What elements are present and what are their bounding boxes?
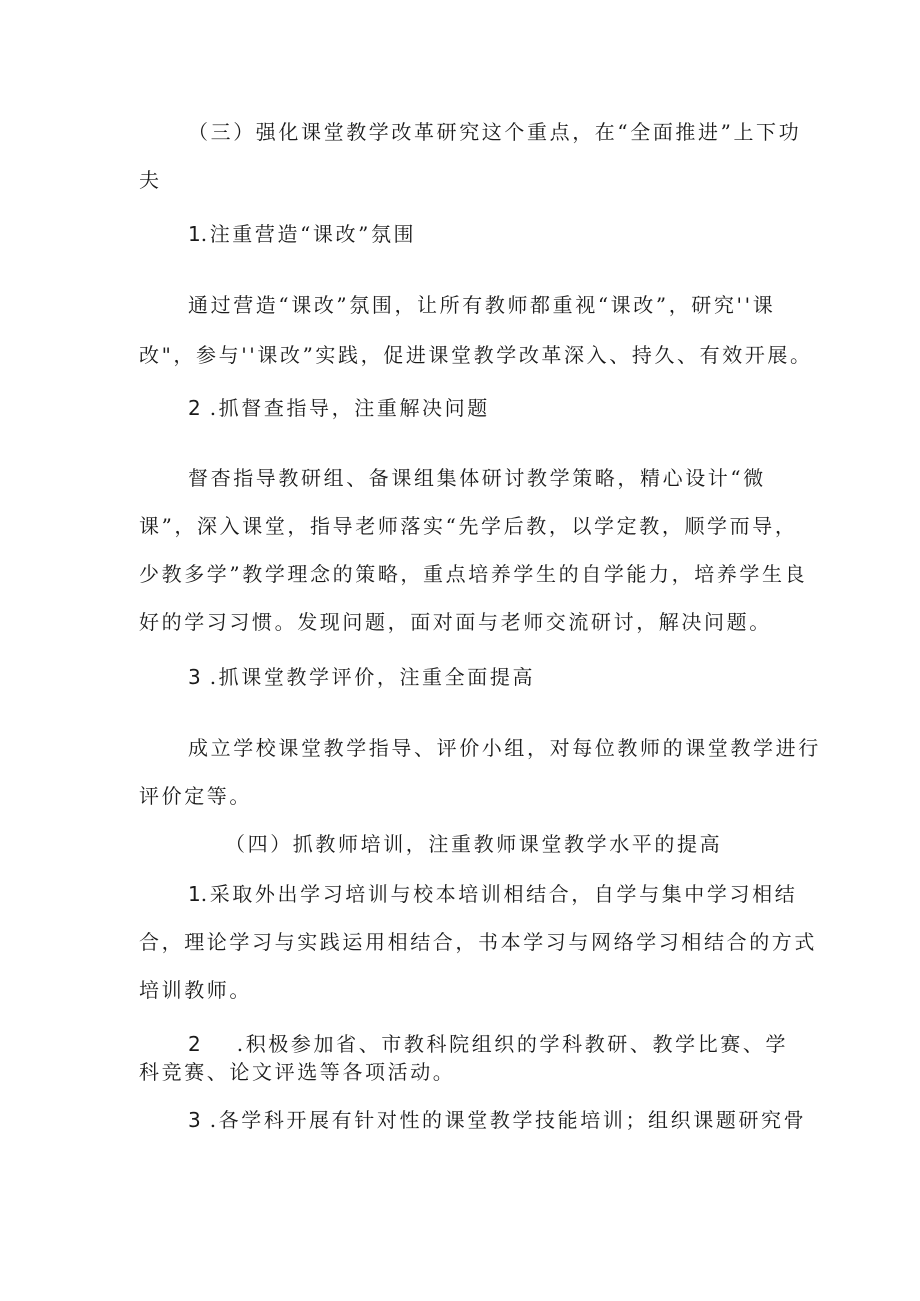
s4-item1-line <box>188 879 797 909</box>
item3-heading <box>188 662 535 692</box>
s4-item2-number: 2 <box>188 1032 201 1056</box>
section4-heading: （四）抓教师培训，注重教师课堂教学水平的提高 <box>225 832 723 856</box>
section3-heading-cont: 夫 <box>139 168 162 192</box>
s4-item2-line: 科竞赛、论文评选等各项活动。 <box>139 1060 456 1084</box>
s4-item1-line: 培训教师。 <box>139 978 252 1002</box>
section3-heading: （三）强化课堂教学改革研究这个重点，在“全面推进”上下功 <box>188 120 802 144</box>
item3-number: 3 <box>188 665 201 689</box>
s4-item3-line <box>188 1105 806 1135</box>
item1-heading <box>188 219 416 249</box>
s4-item2-text: .积极参加省、市教科院组织的学科教研、教学比赛、学 <box>236 1032 789 1056</box>
item3-title: .抓课堂教学评价，注重全面提高 <box>209 665 536 689</box>
item2-paragraph-line: 课”，深入课堂，指导老师落实“先学后教，以学定教，顺学而导， <box>139 514 798 538</box>
item1-title: .注重营造“课改”氛围 <box>200 222 417 246</box>
item3-paragraph-line: 成立学校课堂教学指导、评价小组，对每位教师的课堂教学进行 <box>188 736 821 760</box>
item2-number: 2 <box>188 396 201 420</box>
item3-paragraph-line: 评价定等。 <box>139 784 252 808</box>
s4-item1-text: .采取外出学习培训与校本培训相结合，自学与集中学习相结 <box>200 882 798 906</box>
item1-paragraph-line: 改"，参与''课改”实践，促进课堂教学改革深入、持久、有效开展。 <box>139 343 813 367</box>
item2-title: .抓督查指导，注重解决问题 <box>209 396 490 420</box>
item2-paragraph-line: 少教多学”教学理念的策略，重点培养学生的自学能力，培养学生良 <box>139 562 808 586</box>
s4-item1-number: 1 <box>188 882 201 906</box>
item2-paragraph-line: 好的学习习惯。发现问题，面对面与老师交流研讨，解决问题。 <box>139 610 772 634</box>
s4-item2-line <box>188 1029 788 1059</box>
item2-heading <box>188 393 490 423</box>
s4-item3-number: 3 <box>188 1108 201 1132</box>
item2-paragraph-line: 督杳指导教研组、备课组集体研讨教学策略，精心设计“微 <box>188 466 766 490</box>
item1-number: 1 <box>188 222 201 246</box>
s4-item1-line: 合，理论学习与实践运用相结合，书本学习与网络学习相结合的方式 <box>139 930 817 954</box>
item1-paragraph-line: 通过营造“课改”氛围，让所有教师都重视“课改”，研究''课 <box>188 293 776 317</box>
s4-item3-text: .各学科开展有针对性的课堂教学技能培训；组织课题研究骨 <box>209 1108 807 1132</box>
